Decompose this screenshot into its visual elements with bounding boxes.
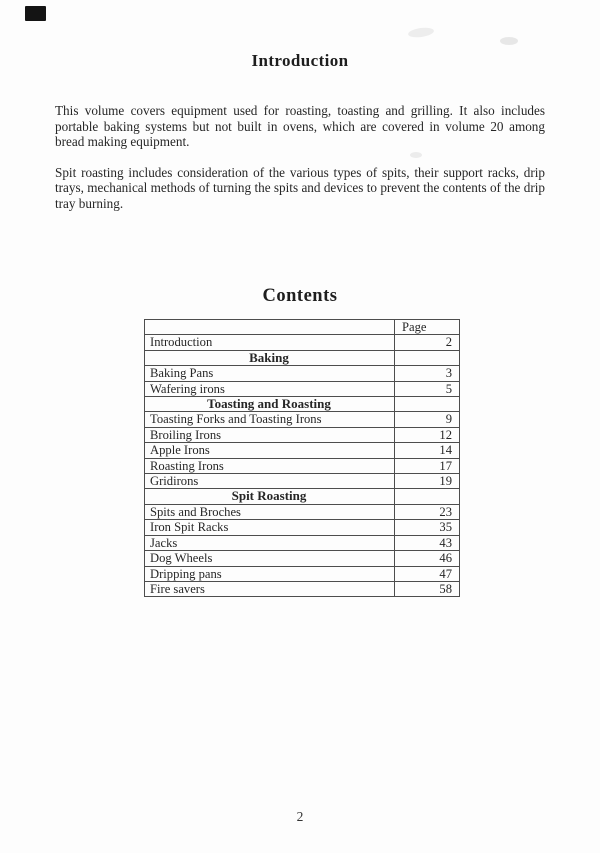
- toc-entry-label: Apple Irons: [145, 443, 395, 458]
- scan-smudge: [408, 26, 435, 39]
- toc-entry-label: Iron Spit Racks: [145, 520, 395, 535]
- toc-section-row: [145, 489, 460, 504]
- toc-entry-label: Jacks: [145, 535, 395, 550]
- toc-entry-row: [145, 520, 460, 535]
- toc-empty-page-cell: [395, 489, 460, 504]
- toc-entry-row: [145, 566, 460, 581]
- toc-section-label: Toasting and Roasting: [145, 397, 395, 412]
- toc-entry-row: [145, 335, 460, 350]
- table-header-page-cell: Page: [395, 320, 460, 335]
- toc-entry-label: Spits and Broches: [145, 504, 395, 519]
- toc-entry-page: 17: [395, 458, 460, 473]
- toc-entry-label: Dog Wheels: [145, 551, 395, 566]
- toc-section-label: Spit Roasting: [145, 489, 395, 504]
- toc-entry-label: Broiling Irons: [145, 427, 395, 442]
- toc-entry-label: Fire savers: [145, 581, 395, 596]
- toc-entry-row: [145, 504, 460, 519]
- toc-entry-row: [145, 412, 460, 427]
- toc-entry-page: 9: [395, 412, 460, 427]
- toc-section-row: [145, 397, 460, 412]
- footer-page-number: 2: [296, 809, 304, 824]
- toc-entry-label: Introduction: [145, 335, 395, 350]
- intro-paragraphs: [55, 103, 545, 227]
- page-title: Introduction: [251, 51, 349, 70]
- toc-entry-row: [145, 458, 460, 473]
- toc-entry-page: 2: [395, 335, 460, 350]
- toc-entry-page: 14: [395, 443, 460, 458]
- toc-section-row: [145, 350, 460, 365]
- toc-entry-page: 12: [395, 427, 460, 442]
- toc-entry-label: Wafering irons: [145, 381, 395, 396]
- toc-entry-row: [145, 535, 460, 550]
- toc-entry-page: 46: [395, 551, 460, 566]
- toc-entry-label: Toasting Forks and Toasting Irons: [145, 412, 395, 427]
- toc-entry-row: [145, 581, 460, 596]
- toc-entry-row: [145, 474, 460, 489]
- toc-empty-page-cell: [395, 397, 460, 412]
- scan-smudge: [500, 37, 518, 45]
- toc-entry-page: 47: [395, 566, 460, 581]
- table-header-empty-cell: [145, 320, 395, 335]
- contents-table: [144, 319, 460, 597]
- contents-heading: Contents: [262, 286, 338, 306]
- toc-entry-label: Roasting Irons: [145, 458, 395, 473]
- toc-entry-page: 19: [395, 474, 460, 489]
- toc-entry-row: [145, 381, 460, 396]
- paragraph-1: This volume covers equipment used for roasting, toasting and grilling. It also includes portable baking systems but not built in ovens, which are covered in volume 20 among bread making equipment.: [55, 103, 545, 150]
- toc-entry-row: [145, 427, 460, 442]
- toc-entry-row: [145, 443, 460, 458]
- toc-entry-page: 23: [395, 504, 460, 519]
- toc-entry-row: [145, 551, 460, 566]
- toc-entry-page: 35: [395, 520, 460, 535]
- toc-entry-page: 5: [395, 381, 460, 396]
- toc-section-label: Baking: [145, 350, 395, 365]
- toc-entry-page: 3: [395, 366, 460, 381]
- paragraph-2: Spit roasting includes consideration of the various types of spits, their support racks, drip trays, mechanical methods of turning the spits and devices to prevent the contents of the drip tray burning.: [55, 164, 545, 211]
- table-header-row: [145, 320, 460, 335]
- toc-entry-page: 43: [395, 535, 460, 550]
- toc-entry-label: Dripping pans: [145, 566, 395, 581]
- toc-empty-page-cell: [395, 350, 460, 365]
- toc-entry-label: Gridirons: [145, 474, 395, 489]
- scan-artifact-mark: [25, 6, 46, 21]
- toc-entry-label: Baking Pans: [145, 366, 395, 381]
- toc-entry-page: 58: [395, 581, 460, 596]
- toc-entry-row: [145, 366, 460, 381]
